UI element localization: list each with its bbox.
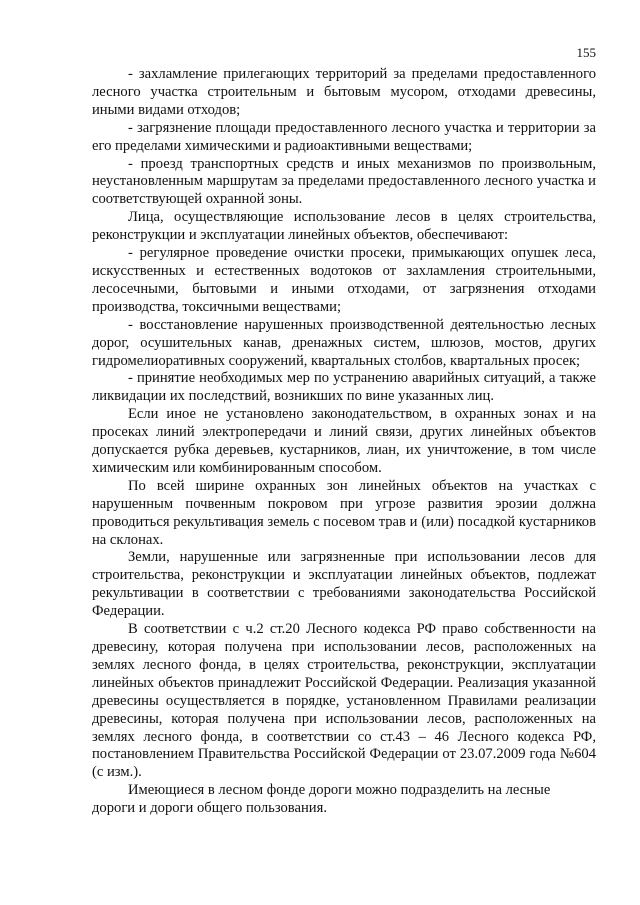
paragraph-forest-roads: Имеющиеся в лесном фонде дороги можно подразделить на лесные дороги и дороги общего пользования. [92,782,551,817]
paragraph-land-recultivation: Земли, нарушенные или загрязненные при использовании лесов для строительства, реконструкции и эксплуатации линейных объектов, подлежат рекультивации в соответствии с требованиями законодательства Российской Федерации. [92,549,596,620]
paragraph-bullet-restoration: - восстановление нарушенных производственной деятельностью лесных дорог, осушительных канав, дренажных систем, шлюзов, мостов, других гидромелиоративных сооружений, квартальных столбов, квартальных просек; [92,316,596,369]
paragraph-bullet-clearing: - регулярное проведение очистки просеки, примыкающих опушек леса, искусственных и естественных водотоков от захламления строительными, лесосечными, бытовыми и иными отходами, от загрязнения отходами производства, токсичными веществами; [92,245,596,315]
paragraph-obligations-intro: Лица, осуществляющие использование лесов в целях строительства, реконструкции и эксплуатации линейных объектов, обеспечивают: [92,209,596,244]
paragraph-tree-felling: Если иное не установлено законодательством, в охранных зонах и на просеках линий электропередачи и линий связи, других линейных объектов допускается рубка деревьев, кустарников, лиан, их уничтожение, в том числе химическим или комбинированным способом. [92,406,596,476]
paragraph-bullet-emergency: - принятие необходимых мер по устранению аварийных ситуаций, а также ликвидации их последствий, возникших по вине указанных лиц. [92,370,596,405]
paragraph-bullet-littering: - захламление прилегающих территорий за пределами предоставленного лесного участка строительным и бытовым мусором, отходами древесины, иными видами отходов; [92,66,596,118]
page-number: 155 [576,45,596,60]
paragraph-bullet-chemical-pollution: - загрязнение площади предоставленного лесного участка и территории за его пределами химическими и радиоактивными веществами; [92,119,596,154]
paragraph-timber-ownership: В соответствии с ч.2 ст.20 Лесного кодекса РФ право собственности на древесину, которая получена при использовании лесов, расположенных на землях лесного фонда, в целях строительства, реконструкции, эксплуатации линейных объектов принадлежит Российской Федерации. Реализация указанной древесины осуществляется в порядке, установленном Правилами реализации древесины, которая получена при использовании лесов, расположенных на землях лесного фонда, в соответствии со ст.43 – 46 Лесного кодекса РФ, постановлением Правительства Российской Федерации от 23.07.2009 года №604 (с изм.). [92,621,596,781]
paragraph-erosion-recultivation: По всей ширине охранных зон линейных объектов на участках с нарушенным почвенным покровом при угрозе развития эрозии должна проводиться рекультивация земель с посевом трав и (или) посадкой кустарников на склонах. [92,477,596,548]
paragraph-bullet-vehicle-traffic: - проезд транспортных средств и иных механизмов по произвольным, неустановленным маршрутам за пределами предоставленного лесного участка и соответствующей охранной зоны. [92,155,596,208]
body-text [92,66,596,818]
